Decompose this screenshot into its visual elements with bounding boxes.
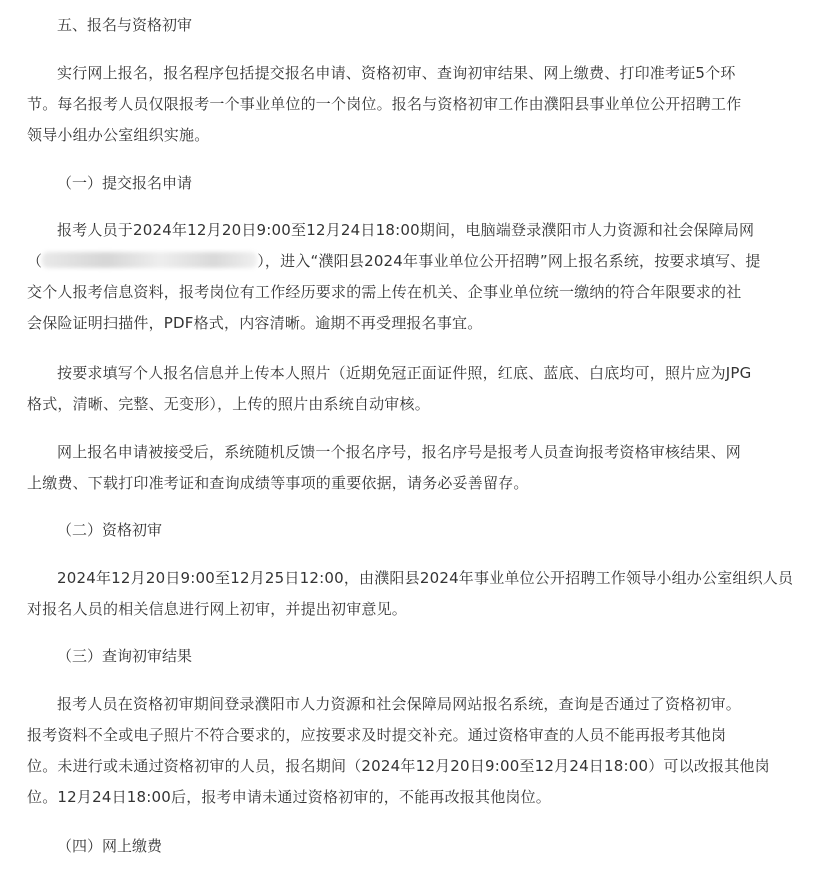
paragraph-line: 按要求填写个人报名信息并上传本人照片（近期免冠正面证件照，红底、蓝底、白底均可，照片应为JPG [57,364,752,382]
paragraph-line: 网上报名申请被接受后，系统随机反馈一个报名序号，报名序号是报考人员查询报考资格审核结果、网 [57,443,742,461]
section-title: 五、报名与资格初审 [57,16,193,34]
redacted-url [42,252,257,268]
intro-paragraph [27,58,795,151]
paragraph-line: 报考人员于2024年12月20日9:00至12月24日18:00期间，电脑端登录濮阳市人力资源和社会保障局网 [57,221,755,239]
review-paragraph [27,563,795,625]
paragraph-line-rest: ），进入“濮阳县2024年事业单位公开招聘”网上报名系统，按要求填写、提 [257,252,761,270]
paragraph-line: 对报名人员的相关信息进行网上初审，并提出初审意见。 [27,600,408,618]
sub-heading-submit: （一）提交报名申请 [57,174,193,192]
intro-line: 实行网上报名，报名程序包括提交报名申请、资格初审、查询初审结果、网上缴费、打印准考证5个环 [57,64,736,82]
sub-heading-review: （二）资格初审 [57,521,163,539]
paragraph-line: 上缴费、下载打印准考证和查询成绩等事项的重要依据，请务必妥善留存。 [27,474,529,492]
paragraph-line: 交个人报考信息资料，报考岗位有工作经历要求的需上传在机关、企事业单位统一缴纳的符合年限要求的社 [27,283,742,301]
submit-paragraph-3 [27,437,795,499]
paren-open: （ [27,252,43,270]
paragraph-line: 位。12月24日18:00后，报考申请未通过资格初审的，不能再改报其他岗位。 [27,788,552,806]
paragraph-line: 报考资料不全或电子照片不符合要求的，应按要求及时提交补充。通过资格审查的人员不能再报考其他岗 [27,726,727,744]
intro-line: 节。每名报考人员仅限报考一个事业单位的一个岗位。报名与资格初审工作由濮阳县事业单位公开招聘工作 [27,95,742,113]
paragraph-line: 会保险证明扫描件，PDF格式，内容清晰。逾期不再受理报名事宜。 [27,314,483,332]
paragraph-line: 格式，清晰、完整、无变形），上传的照片由系统自动审核。 [27,395,430,413]
paragraph-line: 位。未进行或未通过资格初审的人员，报名期间（2024年12月20日9:00至12月24日18:00）可以改报其他岗 [27,757,770,775]
sub-heading-query: （三）查询初审结果 [57,647,193,665]
paragraph-line: 2024年12月20日9:00至12月25日12:00，由濮阳县2024年事业单位公开招聘工作领导小组办公室组织人员 [57,569,794,587]
paragraph-line-with-url [27,246,795,277]
sub-heading-payment: （四）网上缴费 [57,837,163,855]
submit-paragraph-1 [27,215,795,339]
paragraph-line: 报考人员在资格初审期间登录濮阳市人力资源和社会保障局网站报名系统，查询是否通过了资格初审。 [57,695,742,713]
submit-paragraph-2 [27,358,795,420]
query-paragraph [27,689,795,813]
intro-line: 领导小组办公室组织实施。 [27,126,210,144]
